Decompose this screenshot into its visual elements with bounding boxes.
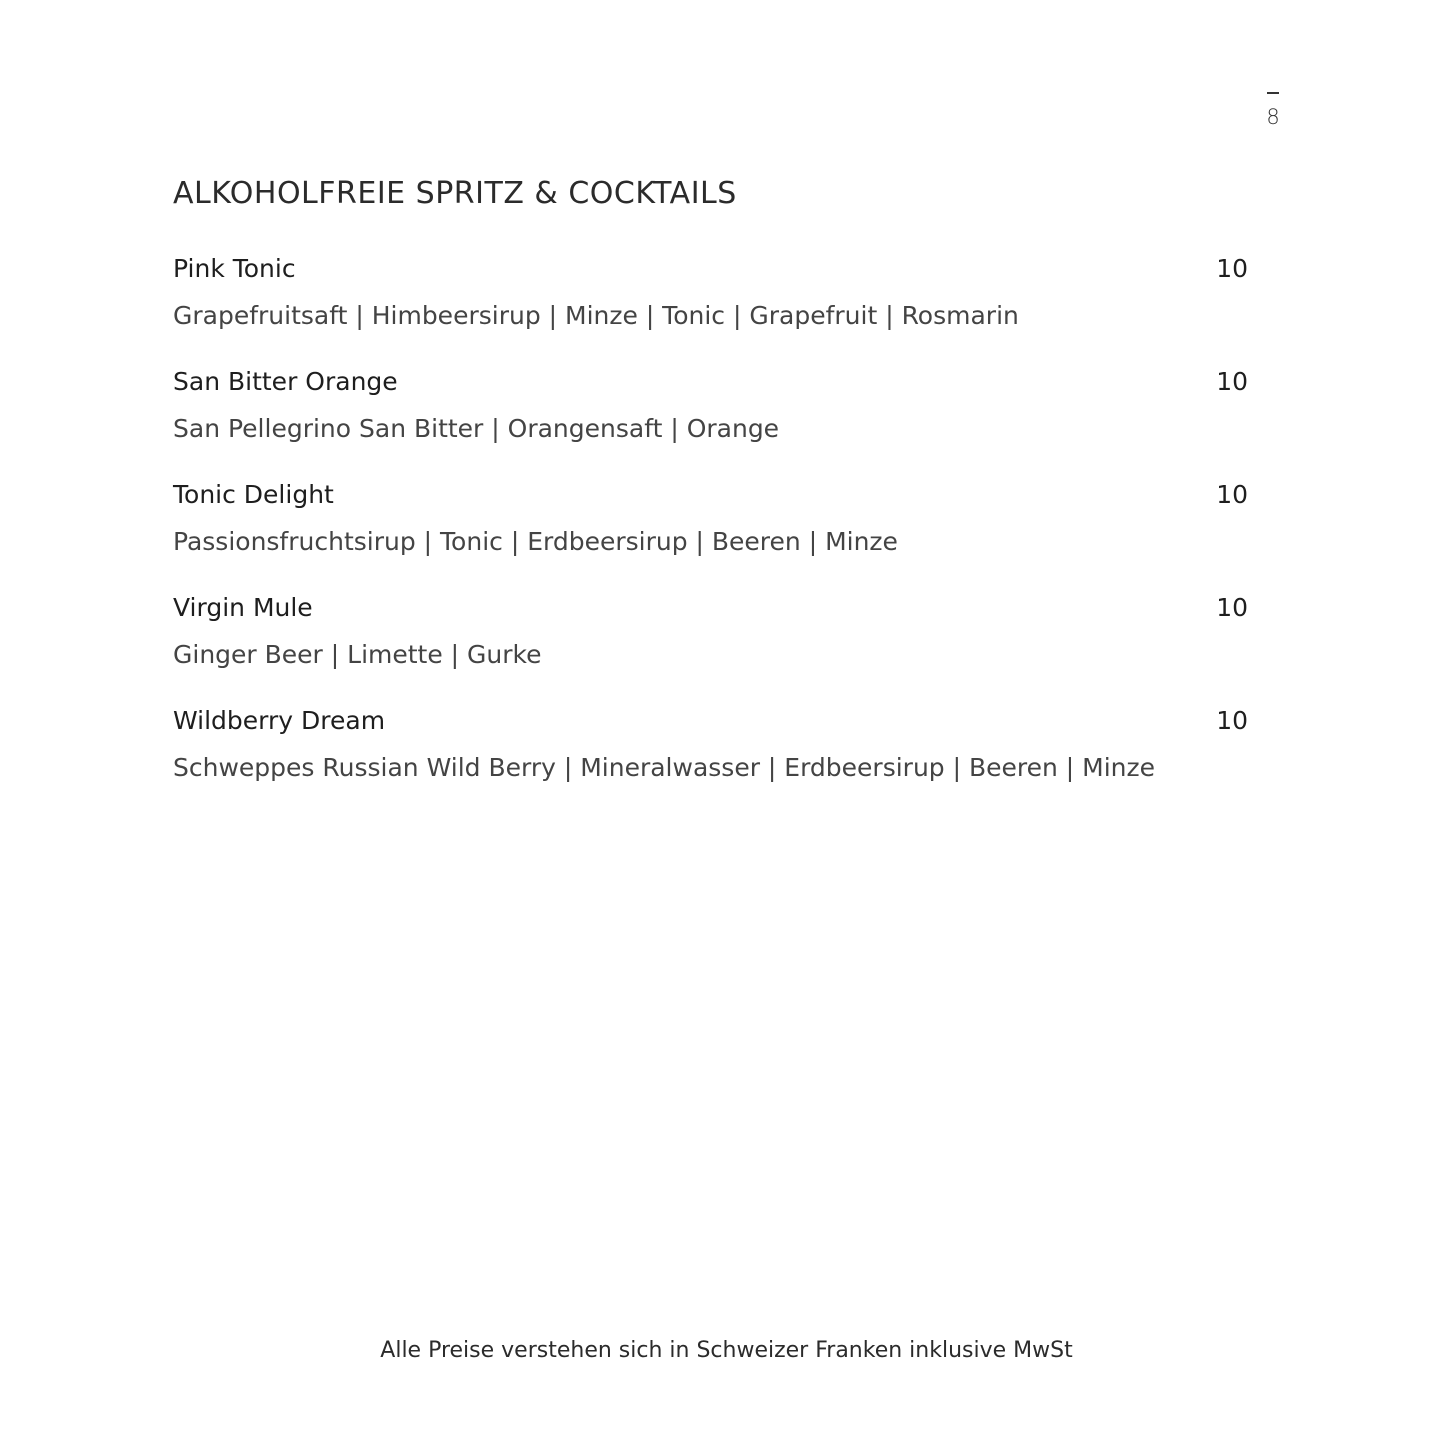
item-price: 10 [1216,706,1248,735]
item-price: 10 [1216,593,1248,622]
page-number-dash [1267,92,1279,94]
menu-item [173,367,1248,480]
page-number-text: 8 [1266,105,1280,129]
item-ingredients: Passionsfruchtsirup | Tonic | Erdbeersirup | Beeren | Minze [173,527,898,556]
section-title: ALKOHOLFREIE SPRITZ & COCKTAILS [173,176,737,211]
item-price: 10 [1216,480,1248,509]
item-name: Pink Tonic [173,254,296,283]
item-name: Tonic Delight [173,480,334,509]
item-ingredients: Grapefruitsaft | Himbeersirup | Minze | Tonic | Grapefruit | Rosmarin [173,301,1019,330]
page-number [1255,92,1291,128]
item-ingredients: Schweppes Russian Wild Berry | Mineralwasser | Erdbeersirup | Beeren | Minze [173,753,1156,782]
item-name: Virgin Mule [173,593,313,622]
menu-item [173,706,1248,819]
item-price: 10 [1216,254,1248,283]
menu-item [173,480,1248,593]
menu-item [173,593,1248,706]
item-ingredients: Ginger Beer | Limette | Gurke [173,640,542,669]
item-price: 10 [1216,367,1248,396]
menu-list [173,254,1248,819]
item-name: Wildberry Dream [173,706,386,735]
price-disclaimer: Alle Preise verstehen sich in Schweizer Franken inklusive MwSt [380,1338,1073,1363]
item-name: San Bitter Orange [173,367,398,396]
item-ingredients: San Pellegrino San Bitter | Orangensaft | Orange [173,414,780,443]
menu-item [173,254,1248,367]
